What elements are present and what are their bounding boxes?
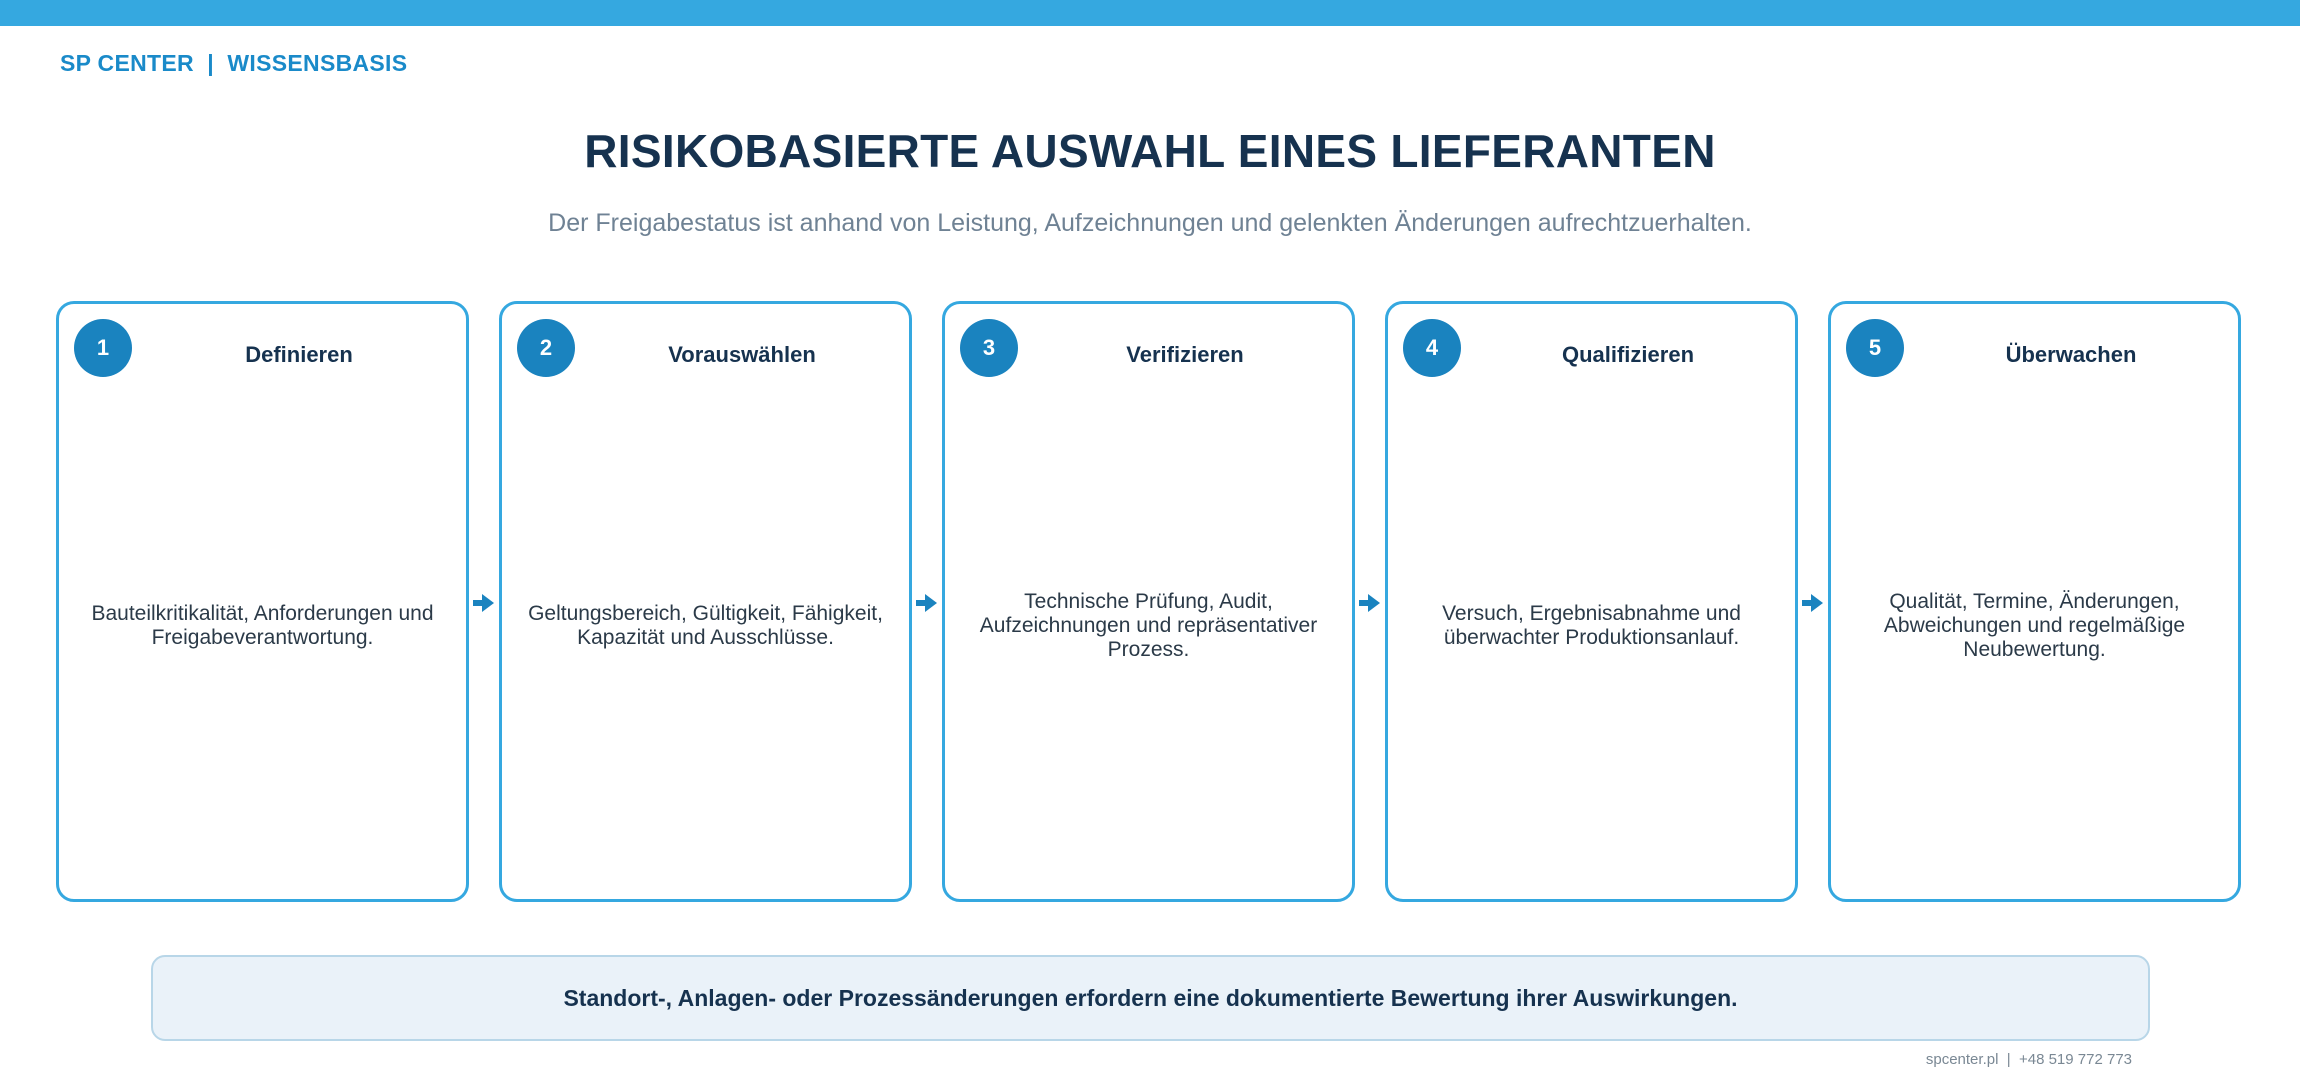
step-card-5	[1828, 301, 2241, 902]
info-note: Standort-, Anlagen- oder Prozessänderungen erfordern eine dokumentierte Bewertung ihrer Auswirkungen.	[151, 955, 2150, 1041]
arrow-right-icon	[1359, 592, 1381, 614]
step-card-3	[942, 301, 1355, 902]
page-subtitle: Der Freigabestatus ist anhand von Leistung, Aufzeichnungen und gelenkten Änderungen aufrechtzuerhalten.	[548, 209, 1752, 237]
step-card-1	[56, 301, 469, 902]
arrow-right-icon	[916, 592, 938, 614]
step-title: Verifizieren	[1126, 342, 1244, 367]
step-description: Bauteilkritikalität, Anforderungen und Freigabeverantwortung.	[91, 601, 434, 649]
step-title: Vorauswählen	[668, 342, 816, 367]
brand-header: SP CENTER | WISSENSBASIS	[60, 50, 408, 76]
step-card-2	[499, 301, 912, 902]
top-accent-bar	[0, 0, 2300, 26]
step-number-badge: 2	[517, 319, 575, 377]
page-title: RISIKOBASIERTE AUSWAHL EINES LIEFERANTEN	[584, 125, 1716, 177]
step-title: Qualifizieren	[1561, 342, 1695, 367]
step-description: Qualität, Termine, Änderungen, Abweichungen und regelmäßige Neubewertung.	[1883, 589, 2186, 661]
step-number-badge: 1	[74, 319, 132, 377]
step-title: Definieren	[245, 342, 353, 367]
step-number-badge: 4	[1403, 319, 1461, 377]
step-card-4	[1385, 301, 1798, 902]
step-description: Technische Prüfung, Audit, Aufzeichnungen und repräsentativer Prozess.	[979, 589, 1318, 661]
step-title: Überwachen	[2005, 342, 2137, 367]
footer-contact: spcenter.pl | +48 519 772 773	[1925, 1051, 2132, 1068]
step-description: Geltungsbereich, Gültigkeit, Fähigkeit, Kapazität und Ausschlüsse.	[528, 601, 883, 649]
step-number-badge: 5	[1846, 319, 1904, 377]
arrow-right-icon	[473, 592, 495, 614]
step-description: Versuch, Ergebnisabnahme und überwachter Produktionsanlauf.	[1442, 601, 1741, 649]
arrow-right-icon	[1802, 592, 1824, 614]
step-number-badge: 3	[960, 319, 1018, 377]
